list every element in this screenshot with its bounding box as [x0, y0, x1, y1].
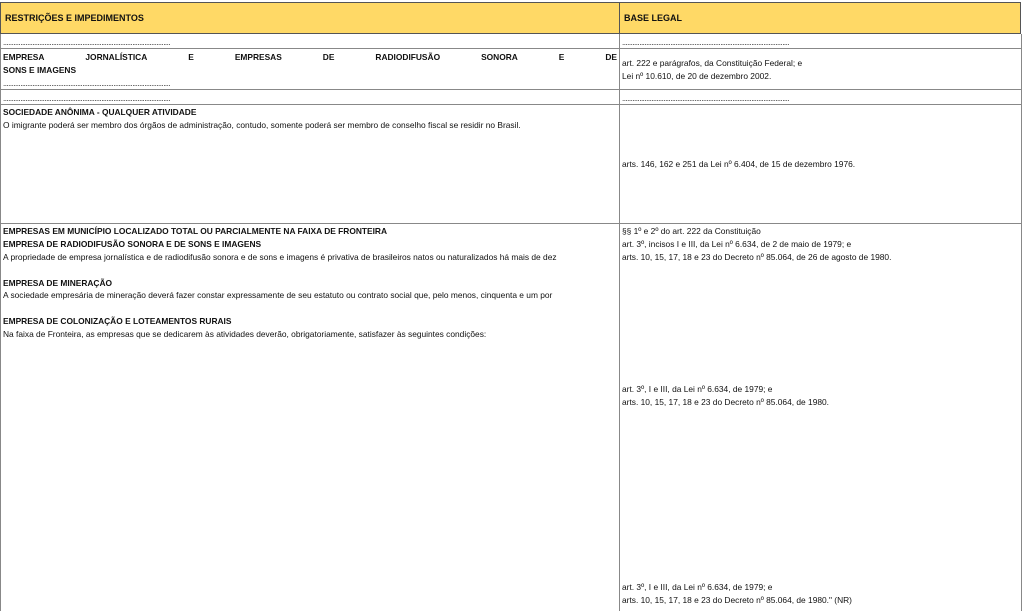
- text-line: A sociedade empresária de mineração deverá fazer constar expressamente de seu estatuto ou contrato social que, pelo menos, cinquenta e um por: [3, 290, 553, 301]
- radio-refs: [622, 225, 891, 264]
- column-divider: [619, 34, 620, 611]
- empresa-title-line1: [3, 51, 617, 64]
- subsection-title: EMPRESA DE MINERAÇÃO: [3, 277, 113, 288]
- title-word: DE: [322, 52, 335, 62]
- sa-section: [3, 106, 617, 132]
- title-word: JORNALÍSTICA: [85, 52, 148, 62]
- legal-ref: art. 3º, incisos I e III, da Lei nº 6.634, de 2 de maio de 1979; e: [622, 238, 852, 249]
- fronteira-section: [3, 225, 617, 341]
- left-border: [0, 34, 1, 611]
- header-legal-basis: BASE LEGAL: [619, 2, 1021, 34]
- colonization-refs: [622, 581, 852, 607]
- mining-refs: [622, 383, 829, 409]
- text-line: Na faixa de Fronteira, as empresas que se dedicarem às atividades deverão, obrigatoriamente, satisfazer às seguintes condições:: [3, 329, 487, 340]
- section-title: EMPRESAS EM MUNICÍPIO LOCALIZADO TOTAL OU PARCIALMENTE NA FAIXA DE FRONTEIRA: [3, 226, 388, 236]
- title-word: E: [188, 52, 194, 62]
- header-restrictions: RESTRIÇÕES E IMPEDIMENTOS: [0, 2, 620, 34]
- section-title: SOCIEDADE ANÔNIMA - QUALQUER ATIVIDADE: [3, 107, 197, 117]
- legal-ref: art. 3º, I e III, da Lei nº 6.634, de 1979; e: [622, 582, 773, 592]
- legal-ref: arts. 10, 15, 17, 18 e 23 do Decreto nº 85.064, de 1980." (NR): [622, 594, 852, 605]
- title-word: EMPRESAS: [234, 52, 282, 62]
- legal-ref: arts. 146, 162 e 251 da Lei nº 6.404, de 15 de dezembro 1976.: [622, 159, 856, 169]
- title-word: E: [558, 52, 565, 62]
- row-divider: [0, 223, 1022, 224]
- title-word: RADIODIFUSÃO: [375, 52, 441, 62]
- dotted-separator: .................................................................................................: [622, 39, 790, 47]
- empresa-title: [3, 51, 617, 77]
- legal-ref: arts. 10, 15, 17, 18 e 23 do Decreto nº 85.064, de 1980.: [622, 396, 829, 407]
- row-divider: [0, 104, 1022, 105]
- subsection-title: EMPRESA DE RADIODIFUSÃO SONORA E DE SONS E IMAGENS: [3, 238, 262, 249]
- dotted-separator: .................................................................................................: [3, 95, 171, 103]
- text-line: O imigrante poderá ser membro dos órgãos de administração, contudo, somente poderá ser membro de conselho fiscal se residir no Brasil.: [3, 119, 521, 130]
- right-border: [1021, 34, 1022, 611]
- sa-ref: [622, 158, 855, 171]
- empresa-refs: [622, 57, 802, 83]
- title-word: DE: [605, 52, 617, 62]
- legal-ref: §§ 1º e 2º do art. 222 da Constituição: [622, 226, 761, 236]
- legal-ref: Lei nº 10.610, de 20 de dezembro 2002.: [622, 70, 772, 81]
- title-word: EMPRESA: [3, 52, 45, 62]
- empresa-title-line2: SONS E IMAGENS: [3, 64, 77, 75]
- dotted-separator: .................................................................................................: [3, 39, 171, 47]
- legal-ref: art. 222 e parágrafos, da Constituição Federal; e: [622, 58, 803, 68]
- text-line: A propriedade de empresa jornalística e de radiodifusão sonora e de sons e imagens é privativa de brasileiros natos ou naturalizados há mais de dez: [3, 251, 557, 262]
- spacer: [3, 264, 617, 277]
- row-divider: [0, 48, 1022, 49]
- legal-ref: arts. 10, 15, 17, 18 e 23 do Decreto nº 85.064, de 26 de agosto de 1980.: [622, 251, 892, 262]
- spacer: [3, 302, 617, 315]
- title-word: SONORA: [481, 52, 518, 62]
- row-divider: [0, 89, 1022, 90]
- legal-ref: art. 3º, I e III, da Lei nº 6.634, de 1979; e: [622, 384, 773, 394]
- dotted-separator: .................................................................................................: [3, 80, 171, 88]
- subsection-title: EMPRESA DE COLONIZAÇÃO E LOTEAMENTOS RURAIS: [3, 316, 232, 327]
- dotted-separator: .................................................................................................: [622, 95, 790, 103]
